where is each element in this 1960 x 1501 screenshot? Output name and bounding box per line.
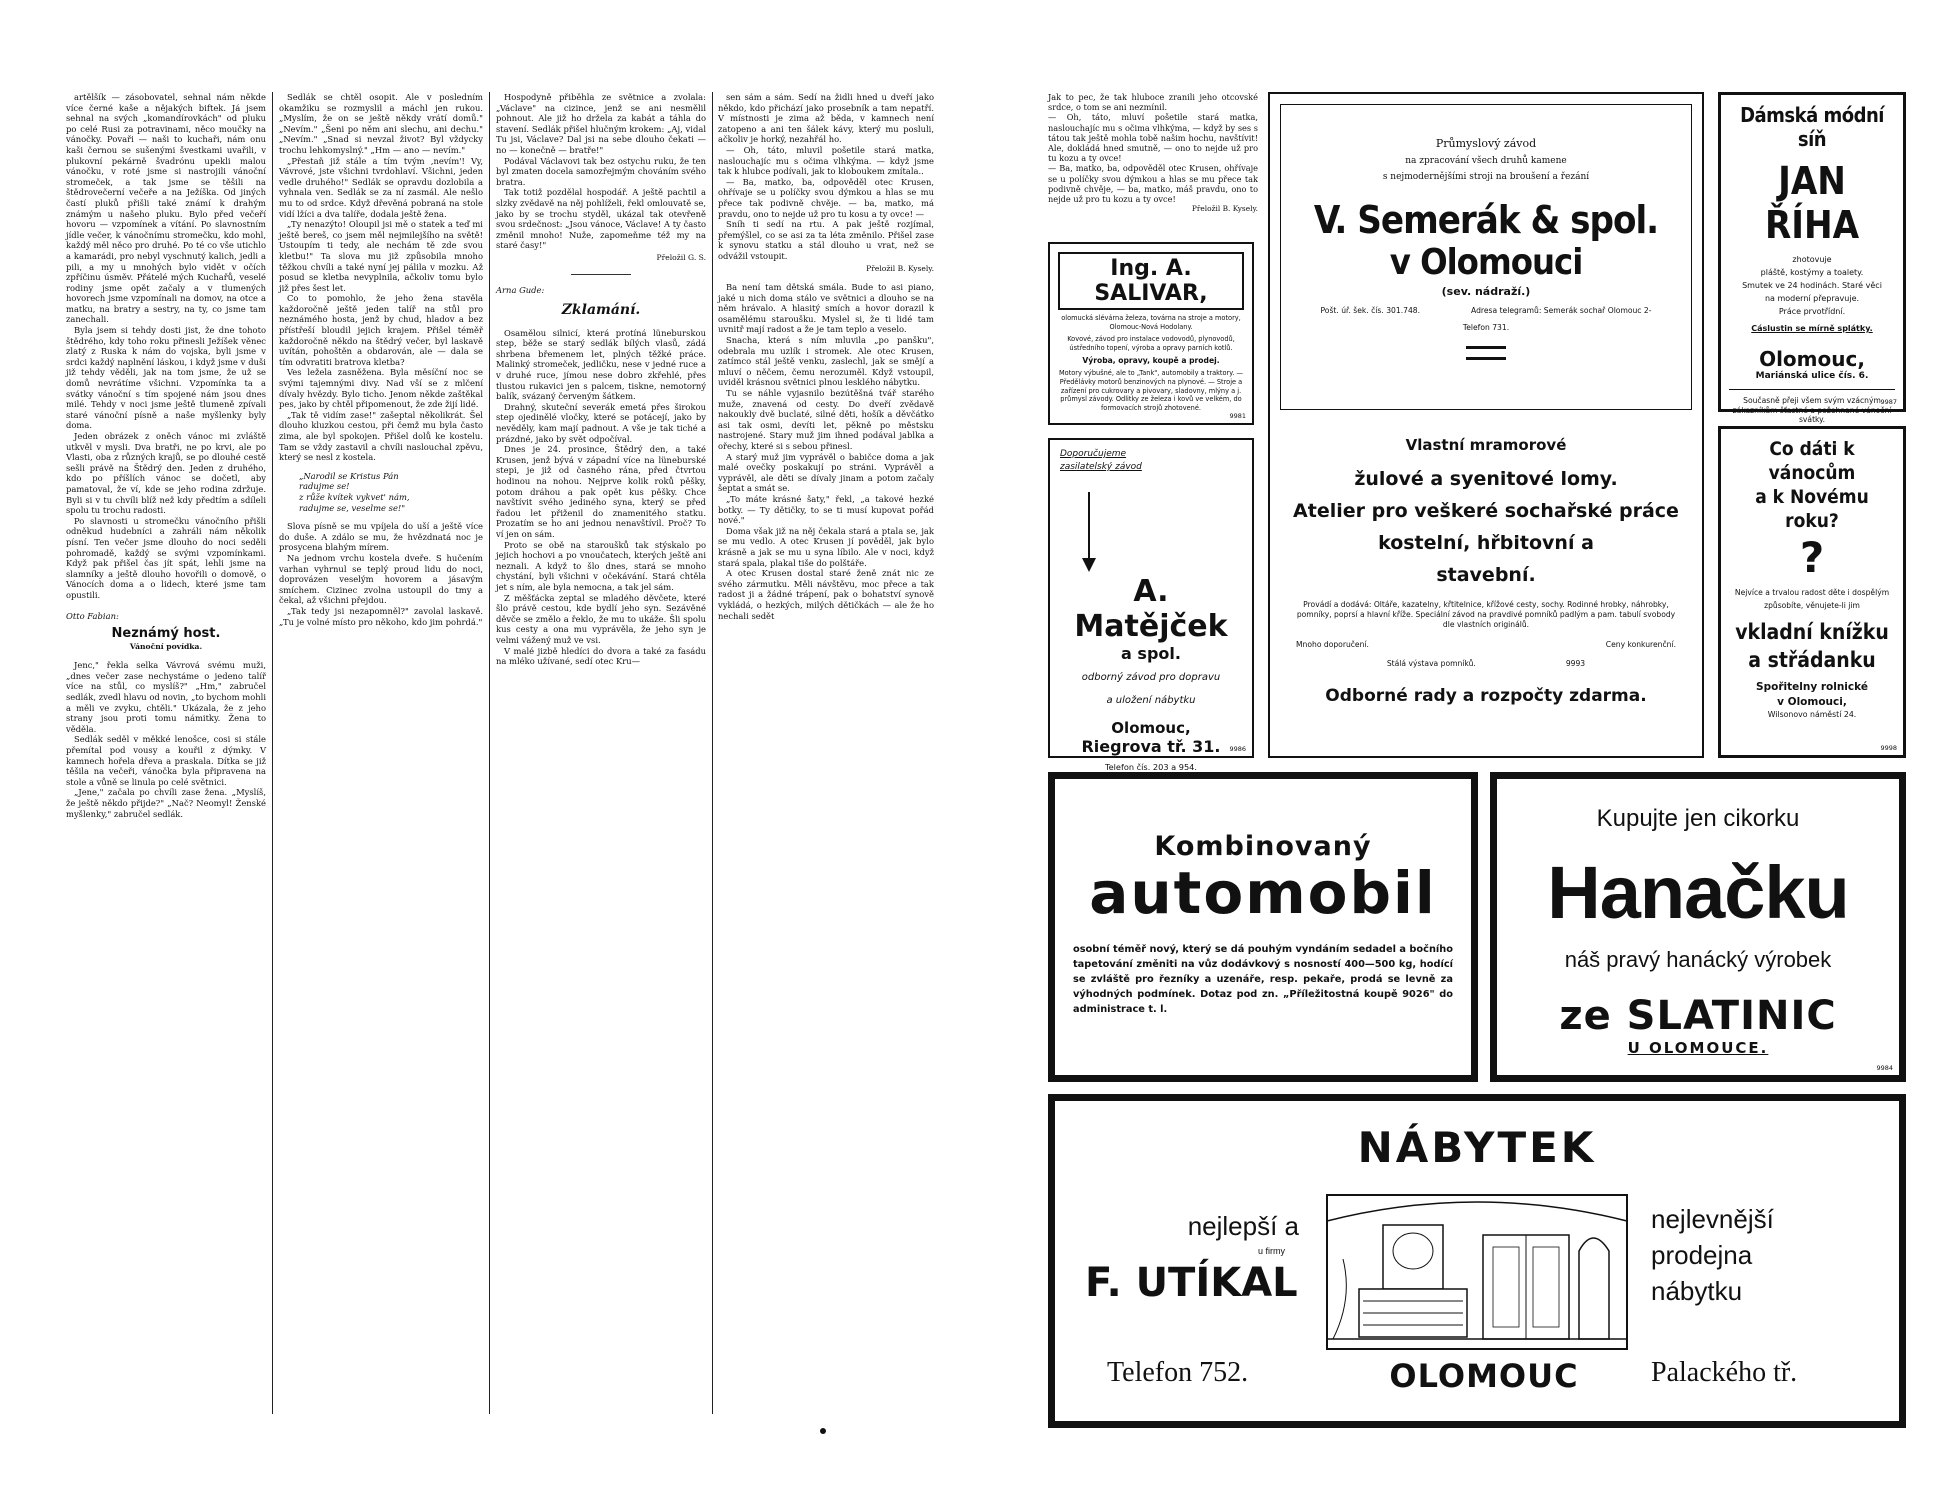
ad-heading: stavební.	[1436, 564, 1536, 586]
ad-description: a uložení nábytku	[1106, 695, 1196, 706]
story-title: Zklamání.	[561, 302, 641, 319]
paragraph: „To máte krásné šaty," řekl, „a takové hezké botky. — Ty dětičky, to se ti musí kupovat pořád nové."	[718, 493, 934, 526]
ad-company-name: V. Semerák & spol.	[1313, 198, 1659, 242]
ad-company-name: Spořitelny rolnické	[1756, 681, 1868, 693]
ad-description: odborný závod pro dopravu	[1081, 672, 1221, 683]
continued-story-text	[1048, 92, 1258, 227]
paragraph: Proto se obě na staroušků tak stýskalo po jejich hochovi a po vnoučatech, kterých ještě ani neznali. A když to šlo dnes, stará se mnoho chystání, byli všichni v očekávání. Stará chtěla jet s ním, ale byla nemocna, a tak jel sám.	[496, 539, 706, 592]
ad-number: 9981	[1229, 412, 1246, 420]
ad-product: a střádanku	[1748, 648, 1876, 672]
ad-text: Cáslustin se mírně splátky.	[1751, 324, 1873, 333]
text-column-1	[66, 92, 266, 1414]
paragraph: Na jednom vrchu kostela dveře. S hučením varhan vyhrnul se teplý proud lidu do noci, doprovázen veselým hovorem a jásavým smíchem. Cizinec zvolna ustoupil do tmy a čekal, až všichni přejdou.	[279, 552, 483, 606]
arrow-down-icon	[1082, 558, 1096, 572]
ad-company-name: F. UTÍKAL	[1085, 1260, 1298, 1306]
paragraph: Snacha, která s ním mluvila „po panšku", odebrala mu uzlík i stromek. Ale otec Krusen, zatímco stál ještě venku, zaslechl, jak se smějí a mluví o něčem, čemu nerozuměl. Když vstoupil, uviděl krásnou světnici plnou lesklého nábytku.	[718, 335, 934, 388]
story-byline: Otto Fabian:	[66, 610, 119, 621]
paragraph: Doma však již na něj čekala stará a ptala se, jak se mu vedlo. A otec Krusen jí pověděl, jak bylo krásně a jak se mu u syna líbilo. Ale v noci, když stará spala, plakal tiše do polštáře.	[718, 525, 934, 568]
paragraph: A starý muž jim vyprávěl o babičce doma a jak malé ovečky poskakují po stráni. Vyprávěl a vyprávěl, ale děti se dívaly jinam a potom začaly šeptat a smát se.	[718, 451, 934, 494]
paragraph: „Tak tě vidím zase!" zašeptal několikrát. Šel dlouho kluzkou cestou, při čemž mu byla často zima, ale byl spokojen. Přišel dolů ke kostelu. Tam se vždy zastavil a chvíli naslouchal zpěvu, který se nesl z kostela.	[279, 409, 483, 463]
paragraph: Ves ležela zasněžena. Byla měsíční noc se svými tajemnými divy. Nad vší se z mlčení dívaly hvězdy. Bylo ticho. Jenom někde zaštěkal pes, jako by chtěl připomenout, že zde žijí lidé.	[279, 367, 483, 410]
ad-text: nejlepší a	[1187, 1211, 1299, 1241]
ad-recommend-line: Doporučujeme	[1060, 449, 1127, 459]
paragraph: Jeden obrázek z oněch vánoc mi zvláště utkvěl v mysli. Dva bratři, ne po krvi, ale po Vlasti, oba z různých krajů, se po dlouhé cestě sešli právě na Štědrý den. Jeden z druhého, kdo po příšlích vánoc se dočetl, aby pamatoval, že ví, kde se jeho rodina zdržuje. Byli si v tu chvíli blíž než kdy předtím a sdíleli spolu tu trochu radosti.	[66, 431, 266, 516]
text-column-3	[496, 92, 706, 1414]
paragraph: Slova písně se mu vpíjela do uší a ještě více do duše. A zdálo se mu, že hvězdnatá noc je prosycena blahým mírem.	[279, 521, 483, 553]
ad-text: na zpracování všech druhů kamene	[1405, 156, 1567, 166]
ad-city: Olomouc,	[1759, 347, 1865, 371]
story-byline: Arna Gude:	[496, 284, 545, 295]
translator-credit: Přeložil G. S.	[656, 252, 706, 262]
verse-line: „Narodil se Kristus Pán	[299, 470, 399, 481]
ad-sporitelna	[1718, 426, 1906, 758]
paragraph: Sedlák se chtěl osopit. Ale v posledním okamžiku se rozmyslil a máchl jen rukou. „Myslím, že on se ještě někdy vrátí domů." „Nevím." „Šeni po něm ani slechu, ani dechu." „Nevím." „Snad si nevzal život? Byl vždycky trochu lehkomyslný." „Hm — ano — nevím."	[279, 92, 483, 155]
paragraph: Osamělou silnicí, která protíná lüneburskou step, běže se starý sedlák bílých vlasů, zádá shrbena břemenem let, plných těžké práce. Malinký stromeček, jedličku, nese v jedné ruce a v druhé ruce, jímou nese dobro zkřehlé, přes tlustou rukavici jen s palcem, tiskne, nemotorný balík, svázaný červeným šátkem.	[496, 327, 706, 402]
ad-text: Nejvíce a trvalou radost děte i dospělým způsobíte, věnujete-li jim	[1734, 588, 1890, 610]
paragraph: Podával Václavovi tak bez ostychu ruku, že ten byl zmaten docela samozřejmým chováním svého bratra.	[496, 155, 706, 187]
ad-headline: Hanačku	[1547, 851, 1849, 934]
left-newspaper-page	[66, 92, 934, 1414]
furniture-illustration	[1323, 1191, 1631, 1353]
ad-heading: Kupujte jen cikorku	[1596, 805, 1800, 832]
ad-subheading: Výroba, opravy, koupě a prodej.	[1082, 356, 1220, 366]
column-divider	[272, 92, 273, 1414]
paragraph: V malé jizbě hledíci do dvora a také za fasádu na mléko užívané, sedí otec Kru—	[496, 645, 706, 667]
ad-cikorka-hanacka	[1490, 772, 1906, 1082]
question-mark-icon: ?	[1799, 533, 1825, 582]
ad-location: (sev. nádraží.)	[1441, 285, 1531, 298]
ad-text: u firmy	[1258, 1246, 1285, 1256]
ad-footer-row	[1270, 659, 1702, 668]
paragraph: Byla jsem si tehdy dosti jist, že dne tohoto štědrého, kdy toho roku přinesli Ježíšek věnec zlatý z Ruska k nám do vojska, byli jsme v srdci každý naplnění láskou, i když jsme v duši již tehdy věděli, jak na tom jsme, že už se domů nevrátíme všichni. Vzpomínka ta a svátky vánoční s tím spojené nám jsou dnes milé. Tehdy v noci jsme ještě tlumeně zpívali staré vánoční písně a naše myšlenky byly doma.	[66, 325, 266, 431]
ad-recommend-line: zasilatelský závod	[1060, 462, 1142, 472]
ad-phone: Telefon 731.	[1462, 323, 1510, 332]
paragraph: Tu se náhle vyjasnilo bezútěšná tvář starého muže, znavená od cesty. Do dveří zvědavě nakoukly dvě buclaté, silné děti, hošík a děvčátko asi tak osmi, devíti let, pěkně po městsku nastrojené. Stary muž jim ihned podával jablka a ořechy, které si s sebou přinesl.	[718, 388, 934, 451]
ad-number: 9998	[1880, 744, 1897, 752]
ad-company-city: v Olomouci	[1389, 242, 1583, 283]
paragraph: Tak totiž pozdělal hospodář. A ještě pachtil a slzky zvědavě na něj pohlíželi, řekl omlouvatě se, jako by se trochu styděl, ukázal tak otevřeně svou srdečnost: „Jsou vánoce, Václave! A ty často změnil mnoho! Nuže, zapomeňme též my na staré časy!"	[496, 187, 706, 251]
ad-jan-riha	[1718, 92, 1906, 425]
ad-contact-row	[1281, 306, 1691, 315]
ad-number: 9984	[1876, 1064, 1893, 1072]
ad-city: Olomouc,	[1111, 719, 1191, 737]
ad-text: Smutek ve 24 hodinách. Staré věci	[1742, 281, 1882, 290]
ad-nabytek-utikal	[1048, 1094, 1906, 1428]
paragraph: „Tak tedy jsi nezapomněl?" zavolal laskavě. „Tu je volné místo pro někoho, kdo jim pohrdá."	[279, 605, 483, 627]
ornament-icon	[1466, 346, 1506, 360]
paragraph: „Přestaň již stále a tím tvým ‚nevím'! Vy, Vávrové, jste všichni tvrdohlaví. Všichni, jeden vedle druhého!" Sedlák se opravdu dozlobila a vyhnala ven. Sedlák se za ní zasmál. Ale nešlo mu to od srdce. Když dřevěná pobraná na stole vidí lžíci a dva talíře, dodala ještě žena.	[279, 155, 483, 219]
ad-text: zhotovuje	[1792, 255, 1832, 264]
ad-text: olomucká slévárna železa, továrna na stroje a motory, Olomouc-Nová Hodolany.	[1061, 314, 1241, 331]
ad-body-text: osobní téměř nový, který se dá pouhým vyndáním sedadel a bočního tapetování změniti na vůz dodávkový s nosností 400—500 kg, hodící se zvláště pro řezníky a uzenáře, resp. pekaře, prodá se levně za výhodných podmínek. Dotaz pod zn. „Příležitostná koupě 9026" do administrace t. l.	[1073, 944, 1453, 1015]
song-verse	[299, 471, 483, 513]
ad-company-name: A. Matějček	[1074, 574, 1228, 644]
ad-number: 9993	[1565, 659, 1586, 668]
paragraph: Po slavnosti u stromečku vánočního přišli odněkud hudebníci a zahráli nám několik písní. Ten večer jsme dlouho do noci seděli pohromadě, každý se svými vzpomínkami. Když pak přišel čas jít spát, lehli jsme na slamníky a ještě dlouho hovořili o domově, o Vánocích doma a o lidech, které jsme tam opustili.	[66, 515, 266, 600]
right-advertisement-page	[1048, 92, 1908, 1428]
ad-company-name: JAN ŘÍHA	[1764, 159, 1860, 247]
text-column-4	[718, 92, 934, 1414]
ad-text: s nejmodernějšími stroji na broušení a řezání	[1382, 172, 1590, 182]
ad-matejcek	[1048, 438, 1254, 772]
ad-city: OLOMOUC	[1389, 1357, 1579, 1395]
paragraph: Co to pomohlo, že jeho žena stavěla každoročně ještě jeden talíř na stůl pro neznámého hosta, jenž by chud, hladov a bez přístřeší bloudil jejich krajem. Přišel téměř každoročně někdo na štědrý večer, byl laskavě uvítán, pohoštěn a obdarován, ale — dala se tím odvratiti bratrova kletba?	[279, 293, 483, 367]
ad-street: Riegrova tř. 31.	[1081, 737, 1221, 756]
paragraph: Dnes je 24. prosince, Štědrý den, a také Krusen, jenž bývá v západní více na lüneburské stepi, je již od časného rána, před čtvrtou hodinou na nohou. Nejprve kolik roků pěšky, potom dráhou a pak opět kus pěšky. Chce navštívit svého jediného syna, který se před řadou let přiženil do znamenitého statku. Prozatím se ho ani jednou nenavštívil. Proč? To ví jen on sám.	[496, 444, 706, 539]
text-column-2	[279, 92, 483, 1414]
verse-line: radujme se, veselme se!"	[299, 502, 406, 513]
ad-footer-row	[1270, 640, 1702, 649]
section-divider	[571, 274, 631, 275]
paragraph: — Ba, matko, ba, odpověděl otec Krusen, ohřívaje se u políčky svou dýmkou a hlas se mu přece tak podivně chvěje. — ba, matko, má pravdu, ono to nejde už pro tu kosu a ty ovce! —	[718, 176, 934, 219]
paragraph: Z měšťácka zeptal se mladého děvčete, které šlo právě cestou, kde bydlí jeho syn. Sezávěné děvče se změlo a řeklo, že mu to ukáže. Šli spolu kus cesty a ona mu vyprávěla, že jeho syn je velmi vážený muž ve vsi.	[496, 592, 706, 645]
ad-left-block	[1085, 1211, 1305, 1306]
verse-line: radujme se!	[299, 481, 350, 492]
ad-right-block	[1651, 1201, 1891, 1309]
paragraph: Jenc," řekla selka Vávrová svému muži, „dnes večer zase nechystáme o jedeno talíř více na stůl, co myslíš?" „Hm," zabručel sedlák, zvedl hlavu od novin, „to bychom mohli a měli ve zvyku, chtěli." Ukázala, že z jeho strany jsou proti tomu námitky. Žena to věděla.	[66, 660, 266, 734]
ad-services-text: Provádí a dodává: Oltáře, kazatelny, křtitelnice, křížové cesty, sochy. Rodinné hrobky, náhrobky, pomníky, poprsí a hlavní kříže. Speciální závod na pravdivé pomníků padlým a pam. tabulí svobody dle vlastních originálů.	[1296, 600, 1676, 629]
paragraph: „Ty nenazýto! Oloupil jsi mě o statek a teď mi ještě bereš, co jsem měl nejmilejšího na světě! Ustoupím ti tedy, ale nechám tě zde svou kletbu!" Ta slova mu již způsobila mnoho těžkou chvíli a také nyní jej pálila v mozku. Až posud se kletba nevyplnila, ačkoliv tomu bylo již přes šest let.	[279, 219, 483, 293]
ad-heading: Atelier pro veškeré sochařské práce	[1293, 500, 1679, 522]
ink-spot	[820, 1428, 826, 1434]
ad-text: Kovové, závod pro instalace vodovodů, plynovodů, ústředního topení, výroba a opravy parních kotlů.	[1067, 335, 1235, 352]
ad-phone: Telefon 752.	[1107, 1357, 1249, 1388]
ad-city: v Olomouci,	[1777, 696, 1847, 708]
ad-product: vkladní knížku	[1735, 620, 1889, 644]
ad-company-suffix: a spol.	[1121, 644, 1181, 663]
paragraph: Ba není tam dětská smála. Bude to asi piano, jaké u nich doma stálo ve světnici a dlouho se na něm hrávalo. A hlasitý smích a hovor dorazil k osamělému staroušku. Myslel si, že ti lidé tam uvnitř mají radost a že je tam teplo a veselo.	[718, 282, 934, 335]
ad-address: Palackého tř.	[1651, 1357, 1798, 1388]
ad-heading: kostelní, hřbitovní a	[1378, 532, 1594, 554]
ad-company-name: Ing. A. SALIVAR,	[1058, 252, 1244, 310]
translator-credit: Přeložil B. Kysely.	[866, 263, 934, 273]
paragraph: artělšík — zásobovatel, sehnal nám někde více černé kaše a nějakých biftek. Já jsem sehnal na svých „komandírovkách" od pluku po celé Rusi za potravinami, něco moučky na vánočky. Povaři — naši to kuchaři, nám onu kaši černou se sušenými švestkami uvařili, v plukovní pekárně švadrónu upekli malou vánočku, v roté jsme si nastrojili vánoční stromeček, a tak jsme se těšili na štědrovečerní večeře a na Ježíška. Od jiných častí pluků přišli také známí k drahým známým u našeho pluku. Bylo před večeří hovoru — vzpomínek a vítání. Po slavnostním jídle večer, k vánočnímu stromečku, kdo mohl, každý měl něco pro druhé. Po té co vše utichlo a kamarádi, pro nebyl vyschnutý kalich, jedli a pili, a my u mnohých bylo vidět v očích zpříčinu úsměv. Přátelé mých Kuchařů, veselé rodiny jsme opět začaly a v tlumených hovorech jsme vzpomínali na domov, na otce a matku, na bratry a sestry, na ty, co jsme tam zanechali.	[66, 92, 266, 325]
column-divider	[712, 92, 713, 1414]
ad-automobil	[1048, 772, 1478, 1082]
ad-headline: automobil	[1089, 859, 1437, 927]
paragraph: — Oh, táto, mluví pošetile stará matka, naslouchajíc mu s očima vlhkýma, — když by ses s tátou tak ještě mohla tobě našim hochu, navštívit! Ale, dokládá hned smutně, — ono to nejde už pro tu kozu a ty ovce!	[1048, 112, 1258, 164]
paragraph: „Jene," začala po chvíli zase žena. „Myslíš, že ještě někdo přijde?" „Nač? Neomyl! Ženské myšlenky," zabručel sedlák.	[66, 787, 266, 819]
ad-postal-account: Pošt. úř. šek. čís. 301.748.	[1320, 306, 1421, 315]
paragraph: Hospodyně přiběhla ze světnice a zvolala: „Václave" na cizince, jenž se ani nesmělil pohnout. Ale již ho držela za kabát a táhla do stavení. Sedlák přišel hlučným krokem: „Aj, vidal Tu jsi, Václave? Dal jsi na sebe dlouho čekati — no — konečně — bratře!"	[496, 92, 706, 155]
verse-line: z růže kvítek vykvet' nám,	[299, 491, 410, 502]
ad-number: 9986	[1229, 745, 1246, 753]
ad-text: Ceny konkurenční.	[1605, 640, 1676, 649]
ad-phone: Telefon čís. 203 a 954.	[1105, 762, 1197, 772]
ad-address: Mariánská ulice čís. 6.	[1755, 371, 1869, 381]
ad-number: 9987	[1880, 398, 1897, 406]
ad-headline: NÁBYTEK	[1357, 1123, 1597, 1172]
ad-telegram-address: Adresa telegramů: Semerák sochař Olomouc 2-	[1471, 306, 1652, 315]
ad-text: nejlevnější	[1651, 1204, 1774, 1234]
ad-salivar	[1048, 242, 1254, 425]
paragraph: Drahný, skuteční severák emetá přes širokou step ojedinělé vločky, které se potácejí, jako by nevěděly, kam mají padnout. A vše je tak tiché a prázdné, jako by svět odpočíval.	[496, 401, 706, 444]
ad-slogan: Odborné rady a rozpočty zdarma.	[1325, 686, 1647, 706]
paragraph: Jak to pec, že tak hluboce zranili jeho otcovské srdce, o tom se ani nezmínil.	[1048, 92, 1258, 113]
ad-heading: a k Novému roku?	[1755, 486, 1869, 532]
story-subtitle: Vánoční povídka.	[129, 641, 203, 651]
ad-heading: Průmyslový závod	[1435, 137, 1537, 150]
ad-heading: Co dáti k vánocům	[1768, 438, 1856, 484]
ad-text: prodejna	[1651, 1240, 1753, 1270]
ad-text: Práce prvotřídní.	[1778, 307, 1846, 316]
ad-heading: Kombinovaný	[1154, 831, 1372, 862]
translator-credit: Přeložil B. Kysely.	[1191, 204, 1258, 214]
ad-text: na moderní přepravuje.	[1764, 294, 1860, 303]
ad-text: Motory výbušné, ale to „Tank", automobily a traktory. — Předělávky motorů benzinových na plynové. — Stroje a zařízení pro cukrovary a pivovary, sladovny, mlýny a j. průmysl závody. Odlitky ze železa i kovů ve velkém, do formovacích strojů zhotovené.	[1058, 369, 1244, 412]
ad-heading: Vlastní mramorové	[1405, 436, 1567, 454]
ad-text: Stálá výstava pomníků.	[1386, 659, 1476, 668]
paragraph: — Oh, táto, mluvil pošetile stará matka, naslouchajíc mu s očima vlhkýma. — když jsme tak k hlubce podívali, jak to kloboukem zmítala..	[718, 144, 934, 177]
paragraph: A otec Krusen dostal staré ženě znát nic ze svého zármutku. Měli návštěvu, moc přece a tak radost ji a žádné trápení, pak o bohatství synově vykládá, o hezkých, milých dětičkách — ale že ho nechali sedět	[718, 568, 934, 621]
ad-text: nábytku	[1651, 1276, 1743, 1306]
arrow-shaft	[1088, 492, 1090, 558]
ad-address: Wilsonovo náměstí 24.	[1767, 710, 1857, 719]
ad-tagline: náš pravý hanácký výrobek	[1564, 947, 1832, 972]
ad-heading: Dámská módní síň	[1740, 103, 1884, 151]
paragraph: Sníh ti sedí na rtu. A pak ještě rozjímal, přemýšlel, co se asi za ta léta změnilo. Přišel zase k synovu statku a stál dlouho u vrat, než se odvážil vstoupit.	[718, 219, 934, 261]
column-divider	[489, 92, 490, 1414]
paragraph: — Ba, matko, ba, odpověděl otec Krusen, ohřívaje se u políčky svou dýmkou a hlas se mu přece tak podivně chvěje, — ba, matko, máš pravdu, ono to nejde už pro tu kozu a ty ovce!	[1048, 163, 1258, 205]
ad-text: pláště, kostýmy a toalety.	[1760, 268, 1864, 277]
ad-inner-frame	[1280, 104, 1692, 410]
ad-origin: ze SLATINIC	[1559, 993, 1837, 1039]
ad-semerak	[1268, 92, 1704, 758]
ad-greeting: Současně přeji všem svým vzácným zákazníkům šťastné a požehnané vánoční svátky.	[1729, 389, 1895, 425]
ad-heading: žulové a syenitové lomy.	[1354, 468, 1618, 490]
paragraph: sen sám a sám. Sedí na židli hned u dveří jako někdo, kdo přichází jako prosebník a tam nepatří. V místnosti je zima až běda, v kamnech není zatopeno a ani ten šálek kávy, který mu posluli, ačkoliv je horký, nezahřál ho.	[718, 92, 934, 145]
paragraph: Sedlák seděl v měkké lenošce, cosi si stále přemítal pod vousy a kouřil z dýmky. V kamnech hořela dřeva a praskala. Dítka se již těšila na večeři, vánočka byla připravena na stole a vůně se linula po celé světnici.	[66, 734, 266, 787]
story-title: Neznámý host.	[111, 626, 221, 642]
ad-location: U OLOMOUCE.	[1627, 1039, 1769, 1057]
ad-text: Mnoho doporučení.	[1296, 640, 1369, 649]
